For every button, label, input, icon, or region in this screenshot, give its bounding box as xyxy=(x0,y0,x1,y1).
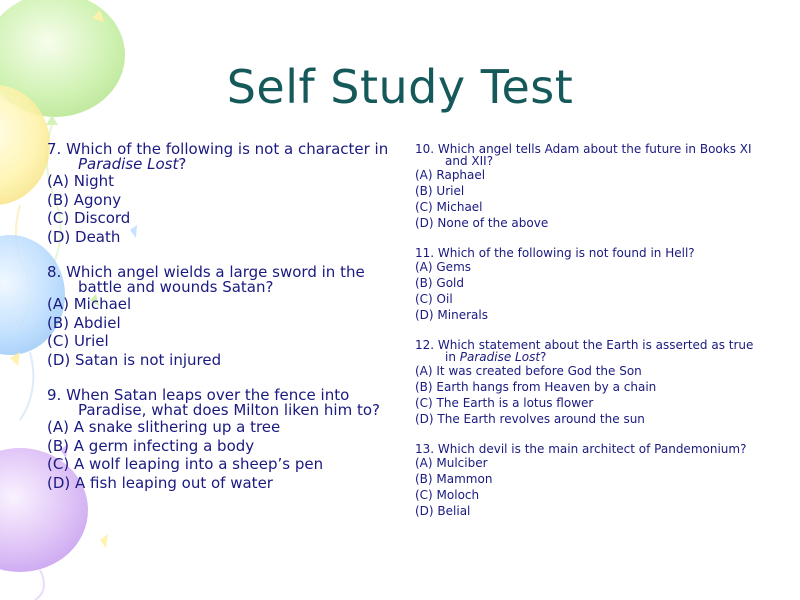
question-text-part: 8. Which angel wields a large sword in the battle and wounds Satan? xyxy=(47,263,365,296)
question-text xyxy=(415,247,760,259)
question-text-part: 9. When Satan leaps over the fence into Paradise, what does Milton liken him to? xyxy=(47,386,380,419)
answer-option: (A) Gems xyxy=(415,260,472,274)
question-text-part: 13. Which devil is the main architect of Pandemonium? xyxy=(415,442,747,456)
answer-option: (B) A germ infecting a body xyxy=(47,436,255,455)
answer-option: (A) Raphael xyxy=(415,168,486,182)
question-text-part: ? xyxy=(540,350,547,364)
left-question-column xyxy=(47,142,397,511)
answer-option: (D) Satan is not injured xyxy=(47,350,222,369)
question-text-part: 10. Which angel tells Adam about the future in Books XI and XII? xyxy=(415,142,752,168)
question-block xyxy=(47,142,397,246)
question-block xyxy=(415,247,760,323)
answer-option: (D) Belial xyxy=(415,504,471,518)
page-title: Self Study Test xyxy=(226,60,574,114)
answer-option: (B) Gold xyxy=(415,276,465,290)
right-question-column xyxy=(415,143,760,535)
answer-option: (B) Uriel xyxy=(415,184,465,198)
question-block xyxy=(415,443,760,519)
question-block xyxy=(415,143,760,231)
question-text-part: 7. Which of the following is not a character in xyxy=(47,140,389,158)
answer-option: (A) Michael xyxy=(47,295,132,313)
question-block xyxy=(415,339,760,427)
question-text xyxy=(415,339,760,363)
question-block xyxy=(47,265,397,369)
question-italic-title: Paradise Lost xyxy=(78,155,179,173)
question-text xyxy=(415,143,760,167)
question-text-part: 11. Which of the following is not found in Hell? xyxy=(415,246,695,260)
answer-option: (A) A snake slithering up a tree xyxy=(47,418,281,436)
answer-option: (B) Agony xyxy=(47,190,122,209)
question-text xyxy=(47,265,397,295)
answer-option: (A) Mulciber xyxy=(415,456,488,470)
answer-option: (C) Moloch xyxy=(415,488,480,502)
answer-option: (D) Minerals xyxy=(415,308,488,322)
answer-option: (D) The Earth revolves around the sun xyxy=(415,412,645,426)
answer-option: (C) Oil xyxy=(415,292,453,306)
answer-option: (B) Earth hangs from Heaven by a chain xyxy=(415,380,657,394)
answer-option: (C) Uriel xyxy=(47,332,109,350)
answer-option: (D) None of the above xyxy=(415,216,549,230)
question-italic-title: Paradise Lost xyxy=(459,350,541,364)
answer-option: (C) Michael xyxy=(415,200,483,214)
answer-option: (D) Death xyxy=(47,227,121,246)
question-text-part: ? xyxy=(178,155,187,173)
question-text xyxy=(415,443,760,455)
answer-option: (C) A wolf leaping into a sheep’s pen xyxy=(47,455,324,473)
answer-option: (B) Abdiel xyxy=(47,313,121,332)
answer-option: (C) The Earth is a lotus flower xyxy=(415,396,594,410)
answer-option: (B) Mammon xyxy=(415,472,493,486)
question-text xyxy=(47,388,397,418)
question-text-part: 12. Which statement about the Earth is asserted as true in xyxy=(415,338,754,364)
answer-option: (D) A fish leaping out of water xyxy=(47,473,273,492)
answer-option: (C) Discord xyxy=(47,209,131,227)
confetti xyxy=(100,534,108,548)
question-text xyxy=(47,142,397,172)
question-block xyxy=(47,388,397,492)
answer-option: (A) It was created before God the Son xyxy=(415,364,642,378)
answer-option: (A) Night xyxy=(47,172,115,190)
